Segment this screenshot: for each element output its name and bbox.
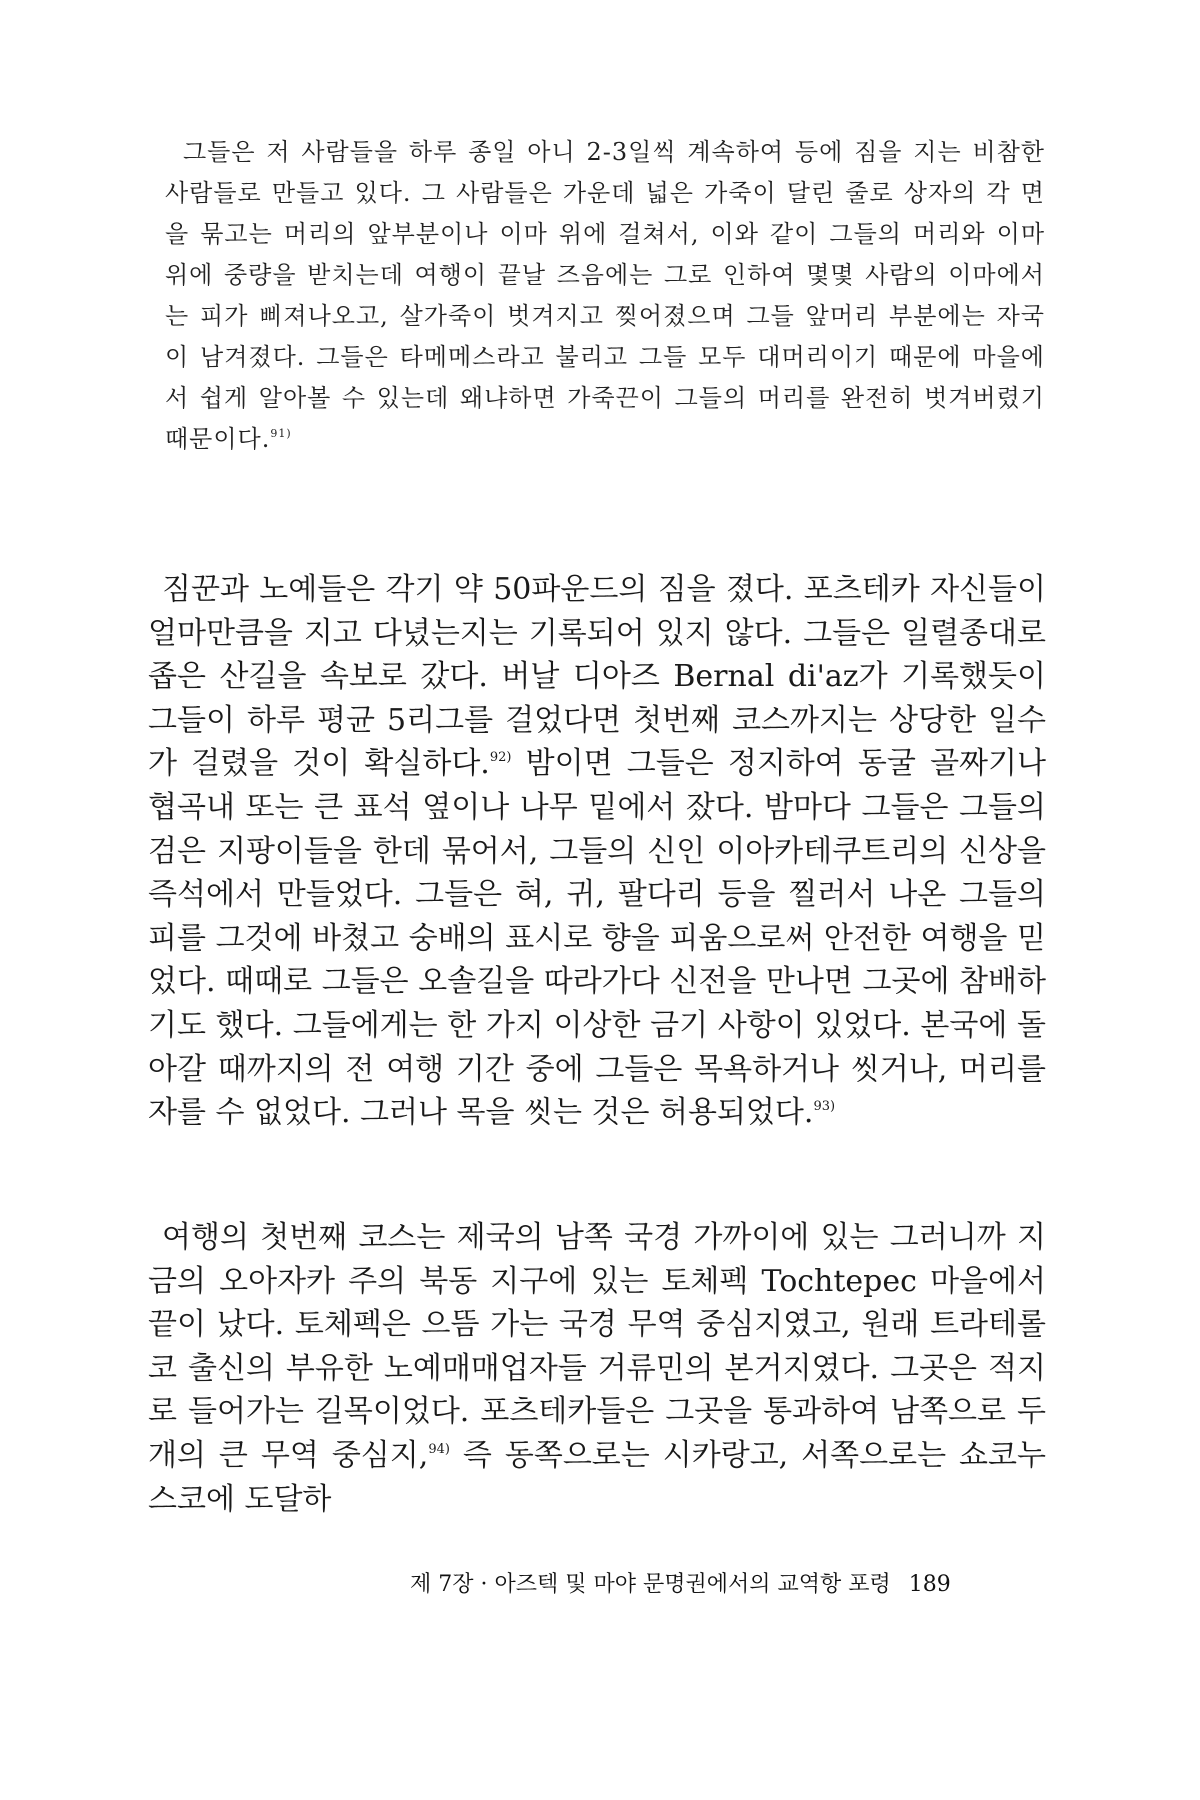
page-number: 189 — [908, 1572, 951, 1597]
footnote-marker-92: 92) — [489, 750, 512, 766]
footnote-marker-93: 93) — [813, 1099, 836, 1115]
running-chapter-title: 제 7장 · 아즈텍 및 마야 문명권에서의 교역항 포령 — [410, 1572, 891, 1597]
paragraph-2-part-2: 즉 동쪽으로는 시카랑고, 서쪽으로는 쇼코누스코에 도달하 — [148, 1437, 1047, 1517]
footnote-marker-94: 94) — [428, 1441, 450, 1457]
paragraph-1-part-2: 밤이면 그들은 정지하여 동굴 골짜기나 협곡내 또는 큰 표석 옆이나 나무 밑에서 잤다. 밤마다 그들은 그들의 검은 지팡이들을 한데 묶어서, 그들의 신인 이아카테쿠트리의 신상을 즉석에서 만들었다. 그들은 혀, 귀, 팔다리 등을 찔러서 나온 그들의 피를 그것에 바쳤고 숭배의 표시로 향을 피움으로써 안전한 여행을 믿었다. 때때로 그들은 오솔길을 따라가다 신전을 만나면 그곳에 참배하기도 했다. 그들에게는 한 가지 이상한 금기 사항이 있었다. 본국에 돌아갈 때까지의 전 여행 기간 중에 그들은 목욕하거나 씻거나, 머리를 자를 수 없었다. 그러나 목을 씻는 것은 허용되었다. — [148, 746, 1046, 1131]
quote-text: 그들은 저 사람들을 하루 종일 아니 2-3일씩 계속하여 등에 짐을 지는 비참한 사람들로 만들고 있다. 그 사람들은 가운데 넓은 가죽이 달린 줄로 상자의 각 면을 묶고는 머리의 앞부분이나 이마 위에 걸쳐서, 이와 같이 그들의 머리와 이마 위에 중량을 받치는데 여행이 끝날 즈음에는 그로 인하여 몇몇 사람의 이마에서는 피가 삐져나오고, 살가죽이 벗겨지고 찢어졌으며 그들 앞머리 부분에는 자국이 남겨졌다. 그들은 타메메스라고 불리고 그들 모두 대머리이기 때문에 마을에서 쉽게 알아볼 수 있는데 왜냐하면 가죽끈이 그들의 머리를 완전히 벗겨버렸기 때문이다. — [165, 138, 1045, 453]
body-paragraph-2 — [148, 1216, 1046, 1521]
paragraph-2-part-1: 여행의 첫번째 코스는 제국의 남쪽 국경 가까이에 있는 그러니까 지금의 오아자카 주의 북동 지구에 있는 토체펙 Tochtepec 마을에서 끝이 났다. 토체펙은 으뜸 가는 국경 무역 중심지였고, 원래 트라테롤코 출신의 부유한 노예매매업자들 거류민의 본거지였다. 그곳은 적지로 들어가는 길목이었다. 포츠테카들은 그곳을 통과하여 남쪽으로 두 개의 큰 무역 중심지, — [148, 1220, 1046, 1473]
block-quote — [165, 132, 1045, 460]
body-paragraph-1 — [148, 568, 1046, 1135]
paragraph-1-part-1: 짐꾼과 노예들은 각기 약 50파운드의 짐을 졌다. 포츠테카 자신들이 얼마만큼을 지고 다녔는지는 기록되어 있지 않다. 그들은 일렬종대로 좁은 산길을 속보로 갔다. 버날 디아즈 Bernal di'az가 기록했듯이 그들이 하루 평균 5리그를 걸었다면 첫번째 코스까지는 상당한 일수가 걸렸을 것이 확실하다. — [148, 572, 1046, 782]
page-footer — [410, 1570, 1050, 1600]
footnote-marker-91: 91) — [270, 427, 292, 440]
